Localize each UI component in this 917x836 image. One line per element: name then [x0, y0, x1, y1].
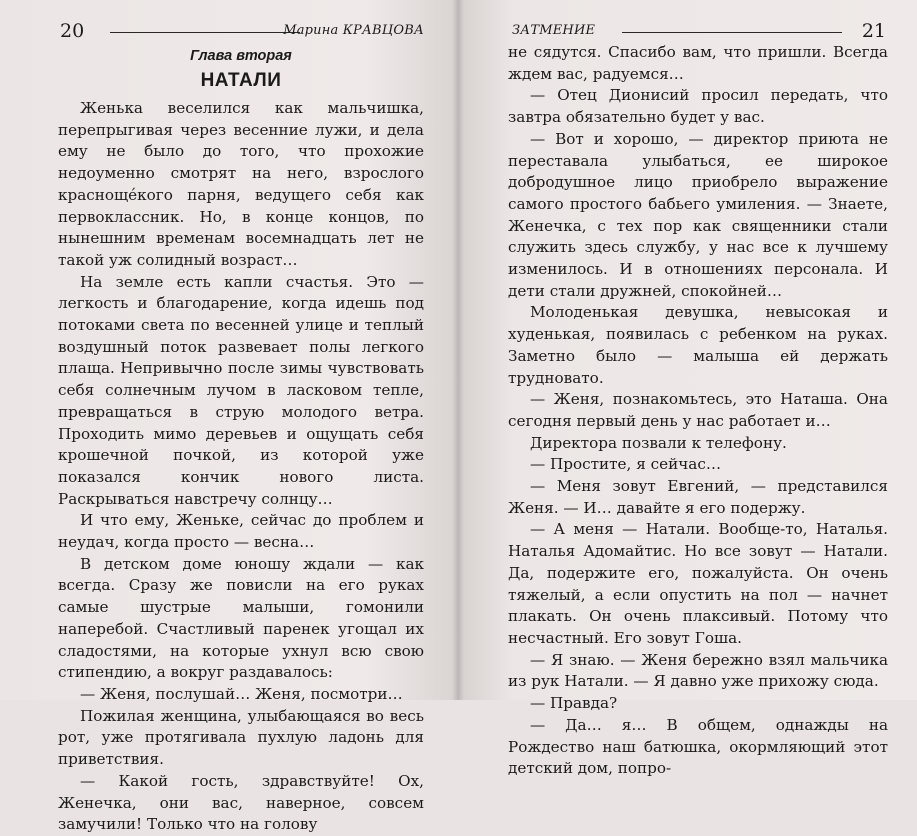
paragraph: На земле есть капли счастья. Это — легкость и благодарение, когда идешь под потоками света по весенней улице и теплый воздушный поток развевает полы легкого плаща. Непривычно после зимы чувствовать себя солнечным лучом в ласковом тепле, превращаться в струю молодого ветра. Проходить мимо деревьев и ощущать себя крошечной почкой, из которой уже показался кончик нового листа. Раскрываться навстречу солнцу… [58, 272, 424, 508]
paragraph: Директора позвали к телефону. [530, 433, 787, 452]
left-page-text [58, 42, 424, 836]
chapter-label: Глава вторая [190, 48, 292, 64]
paragraph: И что ему, Женьке, сейчас до проблем и неудач, когда просто — весна… [58, 511, 424, 552]
paragraph: — Меня зовут Евгений, — представился Женя. — И… давайте я его подержу. [508, 477, 888, 517]
running-head-title: ЗАТМЕНИЕ [512, 23, 596, 38]
chapter-title: НАТАЛИ [200, 70, 282, 91]
page-number: 21 [861, 20, 886, 42]
paragraph: — Я знаю. — Женя бережно взял мальчика из рук Натали. — Я давно уже прихожу сюда. [508, 650, 888, 691]
paragraph: — Правда? [530, 694, 618, 713]
paragraph: — Отец Дионисий просил передать, что завтра обязательно будет у вас. [508, 86, 888, 127]
book-gutter [452, 0, 464, 700]
right-page [458, 0, 917, 778]
paragraph: — А меня — Натали. Вообще-то, Наталья. Наталья Адомайтис. Но все зовут — Натали. Да, подержите его, пожалуйста. Он очень тяжелый, а если опустить на пол — начнет плакать. Он очень плаксивый. Потому что несчастный. Его зовут Гоша. [508, 520, 888, 647]
paragraph: Пожилая женщина, улыбающаяся во весь рот, уже протягивала пухлую ладонь для приветствия. [58, 706, 424, 769]
page-number: 20 [60, 20, 85, 42]
left-page-header [60, 20, 426, 42]
paragraph: — Женя, послушай… Женя, посмотри… [80, 684, 403, 703]
header-rule [110, 32, 300, 33]
right-page-text [508, 42, 888, 780]
left-page [0, 0, 458, 834]
paragraph: — Какой гость, здравствуйте! Ох, Женечка, они вас, наверное, совсем замучили! Только что на голову [58, 771, 424, 834]
paragraph: — Женя, познакомьтесь, это Наташа. Она сегодня первый день у нас работает и… [508, 390, 888, 430]
paragraph: — Да… я… В общем, однажды на Рождество наш батюшка, окормляющий этот детский дом, попро- [508, 715, 888, 778]
paragraph: не сядутся. Спасибо вам, что пришли. Всегда ждем вас, радуемся… [508, 43, 888, 83]
header-rule [622, 32, 842, 33]
paragraph: — Вот и хорошо, — директор приюта не переставала улыбаться, ее широкое добродушное лицо приобрело выражение самого простого бабьего умиления. — Знаете, Женечка, с тех пор как священники стали служить здесь службу, у нас все к лучшему изменилось. И в отношениях персонала. И дети стали дружней, спокойней… [508, 129, 888, 300]
running-head-author: Марина КРАВЦОВА [283, 23, 424, 38]
paragraph: Женька веселился как мальчишка, перепрыгивая через весенние лужи, и дела ему не было до того, что прохожие недоуменно смотрят на него, взрослого красноще́кого парня, ведущего себя как первоклассник. Но, в конце концов, по нынешним временам восемнадцать лет не такой уж солидный возраст… [58, 99, 424, 269]
paragraph: В детском доме юношу ждали — как всегда. Сразу же повисли на его руках самые шустрые малыши, гомонили наперебой. Счастливый паренек угощал их сладостями, на которые ухнул всю свою стипендию, а вокруг раздавалось: [58, 554, 424, 682]
paragraph: — Простите, я сейчас… [530, 455, 722, 474]
right-page-header [510, 20, 886, 42]
paragraph: Молоденькая девушка, невысокая и худенькая, появилась с ребенком на руках. Заметно было — малыша ей держать трудновато. [508, 303, 888, 387]
